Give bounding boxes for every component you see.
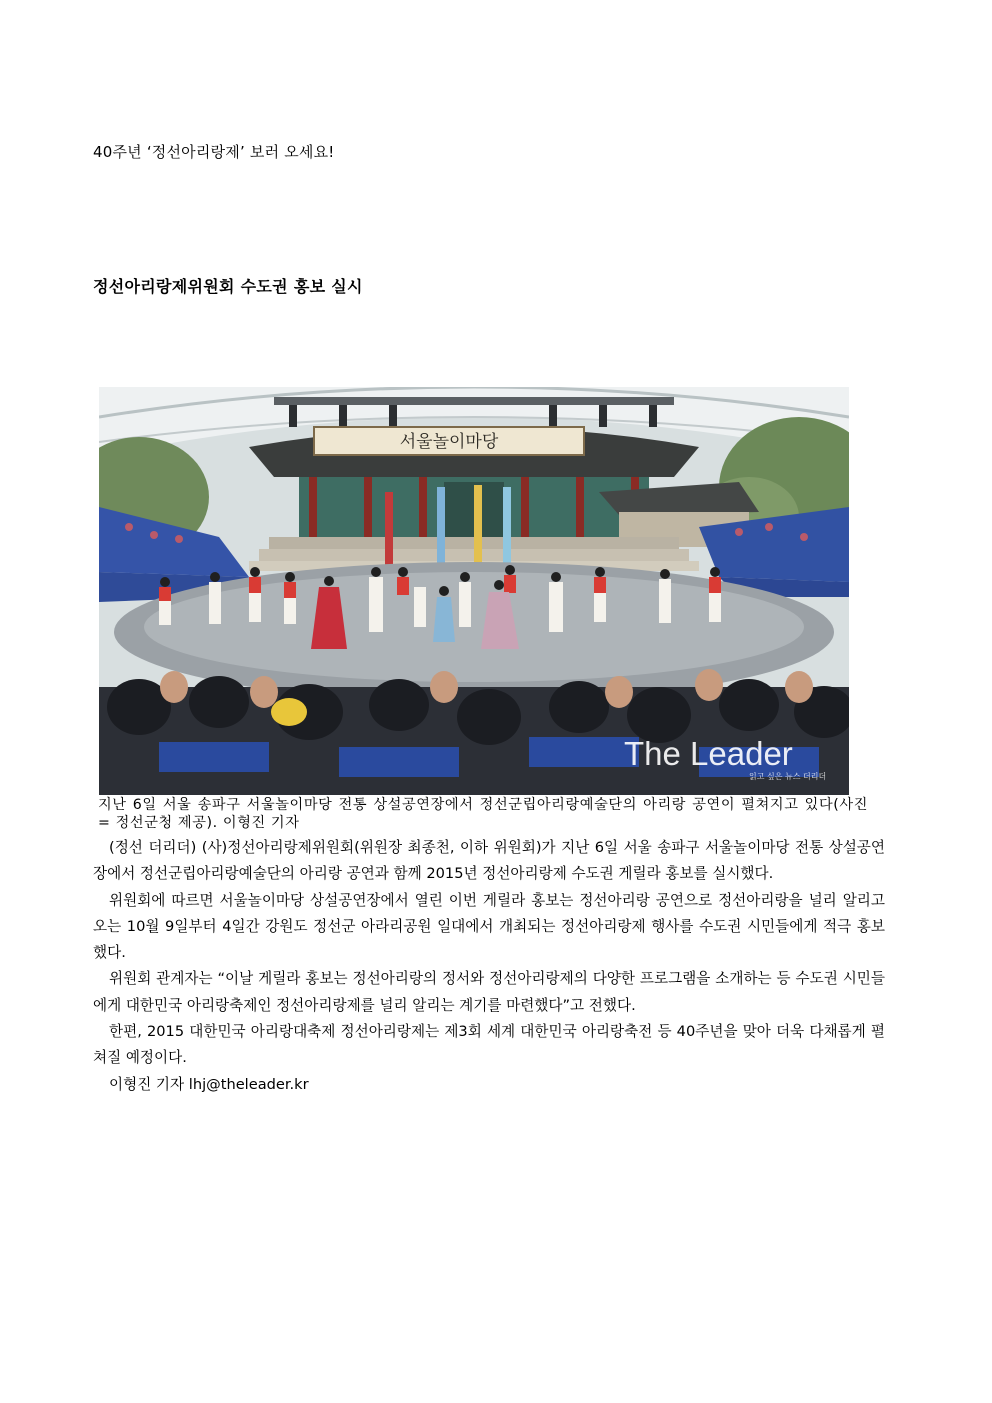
paragraph: 위원회에 따르면 서울놀이마당 상설공연장에서 열린 이번 게릴라 홍보는 정선아리랑 공연으로 정선아리랑을 널리 알리고 오는 10월 9일부터 4일간 강원도 정선군 아라리공원 일대에서 개최되는 정선아리랑제 행사를 수도권 시민들에게 적극 홍보했다. [93, 891, 885, 962]
photo-caption: 지난 6일 서울 송파구 서울놀이마당 전통 상설공연장에서 정선군립아리랑예술단의 아리랑 공연이 펼쳐지고 있다(사진= 정선군청 제공). 이형진 기자 [98, 797, 868, 831]
article-body [93, 835, 885, 1098]
paragraph: 한편, 2015 대한민국 아리랑대축제 정선아리랑제는 제3회 세계 대한민국 아리랑축전 등 40주년을 맞아 더욱 다채롭게 펼쳐질 예정이다. [93, 1023, 885, 1067]
top-line: 40주년 ‘정선아리랑제’ 보러 오세요! [93, 143, 335, 161]
byline: 이형진 기자 lhj@theleader.kr [109, 1075, 309, 1093]
article-photo [99, 387, 849, 795]
watermark-tagline: 읽고 싶은 뉴스 더리더 [749, 772, 827, 781]
paragraph: 위원회 관계자는 “이날 게릴라 홍보는 정선아리랑의 정서와 정선아리랑제의 다양한 프로그램을 소개하는 등 수도권 시민들에게 대한민국 아리랑축제인 정선아리랑제를 널리 알리는 계기를 마련했다”고 전했다. [93, 970, 885, 1014]
paragraph: (정선 더리더) (사)정선아리랑제위원회(위원장 최종천, 이하 위원회)가 지난 6일 서울 송파구 서울놀이마당 전통 상설공연장에서 정선군립아리랑예술단의 아리랑 공연과 함께 2015년 정선아리랑제 수도권 게릴라 홍보를 실시했다. [93, 839, 885, 883]
headline: 정선아리랑제위원회 수도권 홍보 실시 [93, 277, 363, 296]
stage-sign-text: 서울놀이마당 [399, 432, 499, 452]
watermark-brand: The Leader [624, 735, 793, 772]
